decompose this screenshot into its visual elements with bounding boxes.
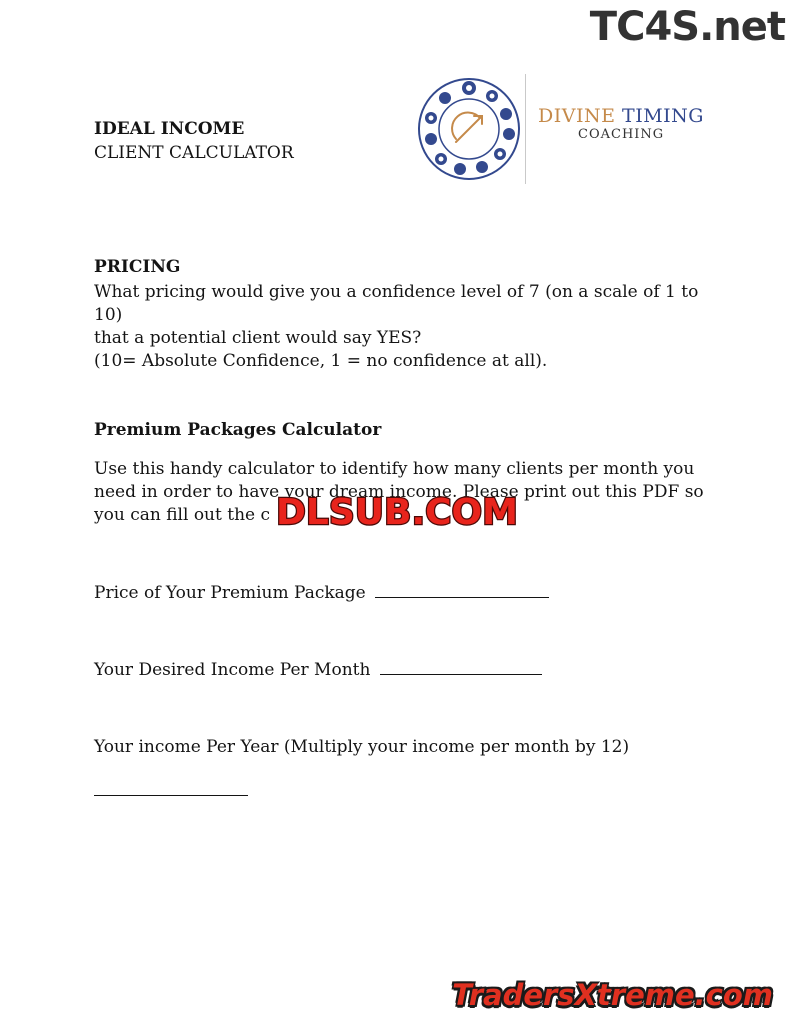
- yearly-income-input-line[interactable]: [94, 795, 248, 796]
- dlsub-watermark: [256, 490, 538, 532]
- tradersxtreme-watermark: TradersXtreme.com: [452, 978, 773, 1012]
- tc4s-watermark: TC4S.net: [589, 4, 785, 50]
- title-regular: CLIENT CALCULATOR: [94, 143, 294, 163]
- brand-word-timing: TIMING: [622, 105, 704, 127]
- calculator-line-3: you can fill out the c: [94, 505, 271, 525]
- monthly-income-label: Your Desired Income Per Month: [94, 660, 371, 680]
- zodiac-wheel-icon: [416, 76, 522, 182]
- monthly-income-input-line[interactable]: [380, 660, 542, 675]
- calculator-heading: Premium Packages Calculator: [94, 420, 382, 440]
- price-input-line[interactable]: [375, 583, 549, 598]
- brand-word-divine: DIVINE: [538, 105, 616, 127]
- price-field: [94, 583, 549, 603]
- yearly-income-label: Your income Per Year (Multiply your income per month by 12): [94, 737, 630, 757]
- pricing-question: [94, 281, 704, 350]
- calculator-line-2: need in order to have your dream income. Please print out this PDF so: [94, 482, 704, 502]
- brand-subtitle: COACHING: [578, 127, 665, 142]
- pricing-line-1: What pricing would give you a confidence level of 7 (on a scale of 1 to 10): [94, 282, 699, 325]
- document-title: [94, 117, 294, 165]
- dlsub-watermark-text: DLSUB.COM: [276, 492, 518, 532]
- pricing-heading: PRICING: [94, 257, 181, 277]
- pricing-note: (10= Absolute Confidence, 1 = no confidence at all).: [94, 351, 548, 371]
- brand-name: [538, 105, 704, 127]
- pricing-line-2: that a potential client would say YES?: [94, 328, 422, 348]
- title-bold: IDEAL INCOME: [94, 119, 245, 139]
- price-label: Price of Your Premium Package: [94, 583, 366, 603]
- calculator-line-1: Use this handy calculator to identify how many clients per month you: [94, 459, 695, 479]
- monthly-income-field: [94, 660, 542, 680]
- logo-divider: [525, 74, 526, 184]
